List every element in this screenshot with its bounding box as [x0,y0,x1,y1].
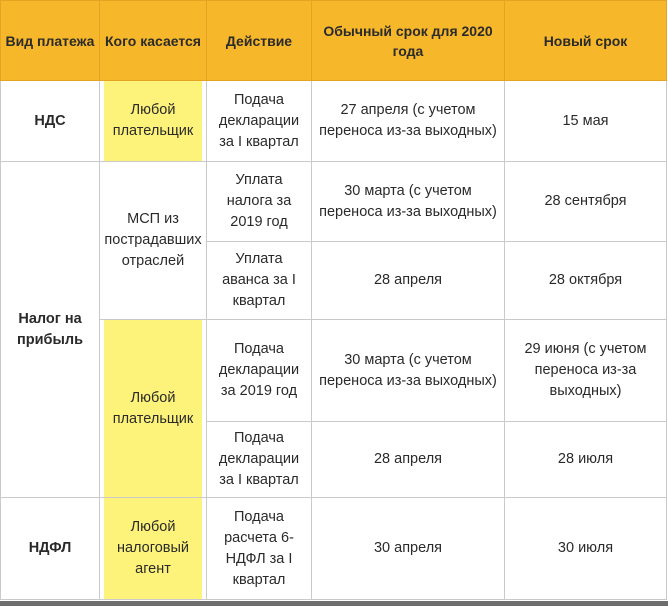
table-row-ndfl [1,498,667,600]
table-row-profit-1 [1,162,667,242]
new-deadline-ndfl: 30 июля [505,498,667,600]
header-payment-type: Вид платежа [1,1,100,81]
table-row-nds [1,81,667,162]
payment-type-profit: Налог на прибыль [1,162,100,498]
who-profit-any [100,320,207,498]
action-profit-1: Уплата налога за 2019 год [207,162,312,242]
usual-deadline-profit-4: 28 апреля [312,422,505,498]
who-ndfl-text: Любой налоговый агент [116,519,190,577]
usual-deadline-ndfl: 30 апреля [312,498,505,600]
header-action: Действие [207,1,312,81]
action-nds: Подача декларации за I квартал [207,81,312,162]
new-deadline-nds: 15 мая [505,81,667,162]
header-usual-deadline: Обычный срок для 2020 года [312,1,505,81]
usual-deadline-profit-1: 30 марта (с учетом переноса из-за выходных) [312,162,505,242]
header-new-deadline: Новый срок [505,1,667,81]
action-ndfl: Подача расчета 6-НДФЛ за I квартал [207,498,312,600]
payment-type-nds: НДС [1,81,100,162]
who-ndfl [100,498,207,600]
action-profit-4: Подача декларации за I квартал [207,422,312,498]
who-profit-msp: МСП из пострадавших отраслей [100,162,207,320]
bottom-shadow-bar [0,601,668,606]
new-deadline-profit-2: 28 октября [505,242,667,320]
new-deadline-profit-4: 28 июля [505,422,667,498]
highlight-block [104,320,202,497]
table-row-profit-3 [1,320,667,422]
action-profit-3: Подача декларации за 2019 год [207,320,312,422]
usual-deadline-nds: 27 апреля (с учетом переноса из-за выходных) [312,81,505,162]
new-deadline-profit-1: 28 сентября [505,162,667,242]
highlight-block [104,498,202,599]
usual-deadline-profit-3: 30 марта (с учетом переноса из-за выходных) [312,320,505,422]
who-nds [100,81,207,162]
highlight-block [104,81,202,161]
header-who: Кого касается [100,1,207,81]
payment-type-ndfl: НДФЛ [1,498,100,600]
who-profit-any-text: Любой плательщик [112,389,194,427]
header-row [1,1,667,81]
new-deadline-profit-3: 29 июня (с учетом переноса из-за выходных) [505,320,667,422]
who-nds-text: Любой плательщик [112,102,194,139]
action-profit-2: Уплата аванса за I квартал [207,242,312,320]
usual-deadline-profit-2: 28 апреля [312,242,505,320]
